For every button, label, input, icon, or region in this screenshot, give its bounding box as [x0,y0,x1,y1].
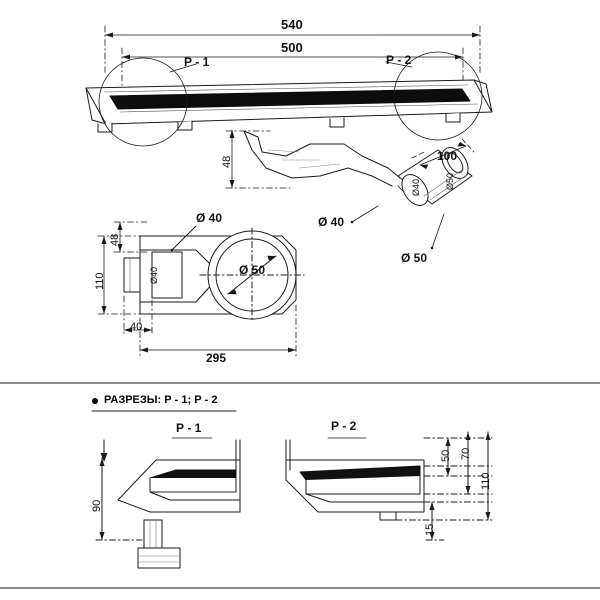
dim-label-48-top: 48 [221,155,233,168]
dim-label-295-plan: 295 [206,351,227,365]
cuts-heading: РАЗРЕЗЫ: Р - 1; Р - 2 [104,394,218,406]
cut1-title: Р - 1 [176,421,202,435]
channel-body [86,80,492,132]
dim-label-d50-small: Ø50 [445,172,455,190]
cut2-title: Р - 2 [331,419,357,433]
cut-p1 [96,440,240,568]
bullet-icon [92,398,98,404]
dim-label-110-plan: 110 [94,272,106,290]
dim-label-100: 100 [437,149,458,163]
callout-label-p2: Р - 2 [386,53,412,67]
dim-label-500: 500 [281,40,303,55]
dim-label-d40-outlet: Ø 40 [318,215,345,229]
outlet-cylinder [397,143,474,210]
dim-label-15: 15 [424,523,436,536]
dim-label-90: 90 [91,499,103,512]
dim-label-d40-plan-side: Ø40 [149,266,159,284]
dim-label-d40-plan-top: Ø 40 [196,211,223,225]
callout-label-p1: Р - 1 [184,55,210,69]
dim-label-110: 110 [480,472,492,490]
dim-label-d50-outlet: Ø 50 [401,251,428,265]
dim-label-48-plan: 48 [109,233,121,246]
dim-label-50: 50 [440,449,452,462]
dim-label-d40-small: Ø40 [411,178,421,196]
dim-label-d50-plan: Ø 50 [239,263,266,277]
dim-label-40-plan: 40 [130,321,143,333]
dim-label-70: 70 [460,447,472,460]
dim-label-540: 540 [281,17,303,32]
outlet-duct [244,131,400,186]
